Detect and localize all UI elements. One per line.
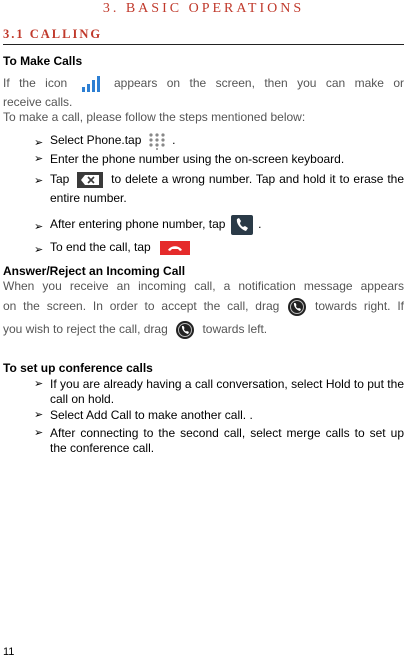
bullet-arrow-icon: ➢ <box>34 243 44 256</box>
conference-step-merge: ➢ After connecting to the second call, select merge calls to set up the conference call. <box>34 426 404 455</box>
step-call: ➢ After entering phone number, tap . <box>34 214 404 235</box>
bullet-arrow-icon: ➢ <box>34 137 44 149</box>
answer-line2: on the screen. In order to accept the call, drag towards right. If <box>3 295 404 317</box>
conference-heading: To set up conference calls <box>3 361 153 375</box>
dialpad-icon <box>148 132 166 150</box>
signal-icon <box>81 76 101 92</box>
answer-line1: When you receive an incoming call, a notification message appears <box>3 279 404 293</box>
bullet-arrow-icon: ➢ <box>34 409 44 421</box>
intro-text-b: appears on the screen, then you can make or <box>113 76 404 91</box>
conference-step-hold: ➢ If you are already having a call conversation, select Hold to put the call on hold. <box>34 377 404 406</box>
intro-text-a: If the icon <box>3 76 68 91</box>
step-enter-number: ➢ Enter the phone number using the on-screen keyboard. <box>34 152 345 166</box>
intro-text-c: receive calls. <box>3 95 73 109</box>
answer-reject-heading: Answer/Reject an Incoming Call <box>3 264 186 278</box>
answer-line3: you wish to reject the call, drag towards left. <box>3 318 404 340</box>
page-number: 11 <box>3 646 15 658</box>
conference-steps <box>34 377 404 456</box>
section-title: 3.1 CALLING <box>3 26 404 45</box>
reject-call-icon <box>174 320 196 340</box>
bullet-arrow-icon: ➢ <box>34 378 44 390</box>
make-calls-steps <box>34 130 404 257</box>
bullet-arrow-icon: ➢ <box>34 153 44 165</box>
conference-step-add-call: ➢ Select Add Call to make another call. . <box>34 408 253 422</box>
step-end-call: ➢ To end the call, tap <box>34 237 404 257</box>
backspace-icon <box>77 172 103 188</box>
bullet-arrow-icon: ➢ <box>34 175 44 187</box>
step-delete: ➢ Tap to delete a wrong number. Tap and hold it to erase the entire number. <box>34 172 404 205</box>
make-calls-heading: To Make Calls <box>3 54 83 68</box>
accept-call-icon <box>286 297 308 317</box>
phone-call-icon <box>231 215 253 235</box>
bullet-arrow-icon: ➢ <box>34 221 44 233</box>
intro-text-d: To make a call, please follow the steps mentioned below: <box>3 110 306 124</box>
chapter-title: 3. BASIC OPERATIONS <box>102 1 305 16</box>
make-calls-intro-line1 <box>3 76 404 92</box>
step-select-phone: ➢ Select Phone.tap . <box>34 130 404 152</box>
end-call-icon <box>160 241 190 255</box>
bullet-arrow-icon: ➢ <box>34 427 44 439</box>
